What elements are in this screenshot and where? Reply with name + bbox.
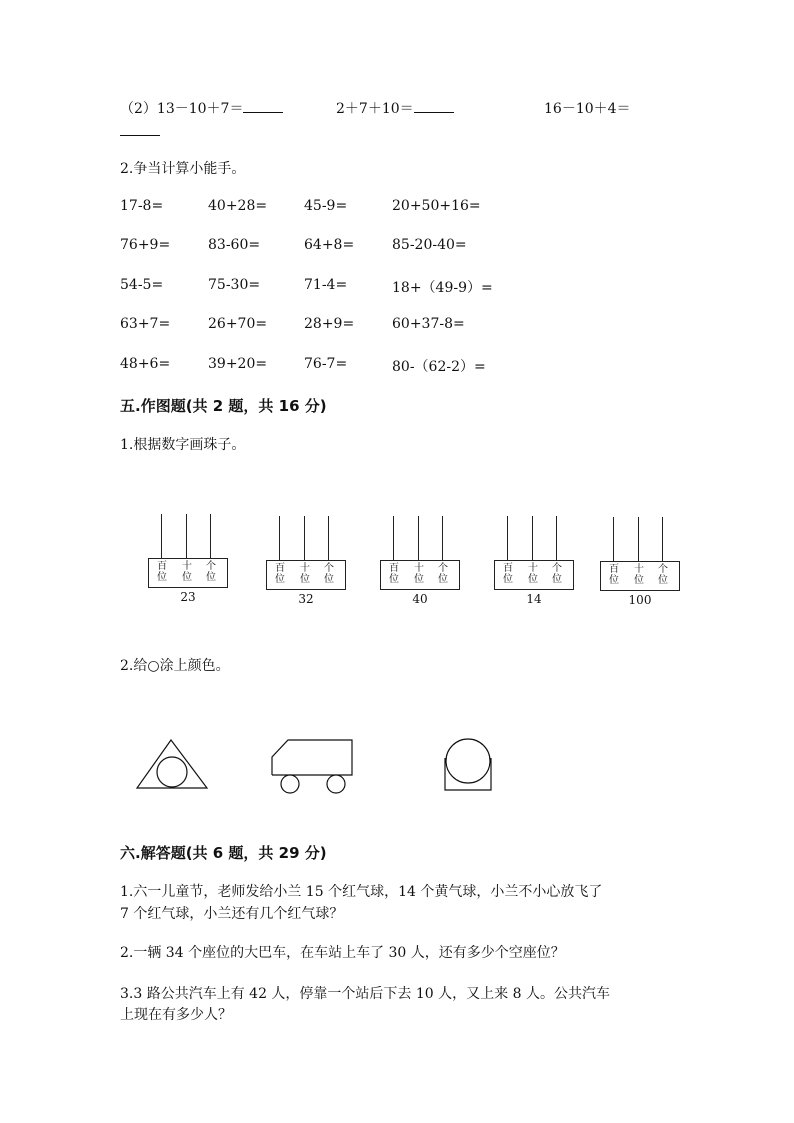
answer-blank[interactable]	[243, 100, 283, 113]
calc-item: 26+70=	[208, 316, 268, 332]
place-label-char: 十	[528, 563, 538, 574]
calc-item: 76+9=	[120, 237, 171, 253]
section6-title: 六.解答题(共 6 题，共 29 分)	[120, 844, 327, 862]
place-label-ones	[551, 563, 563, 585]
place-label-char: 位	[324, 574, 334, 585]
triangle-with-circle-figure[interactable]	[135, 738, 210, 790]
equation-item-2-wrap	[336, 98, 454, 118]
place-label-char: 个	[552, 563, 562, 574]
equation-item-3: 16－10＋4＝	[544, 101, 631, 117]
place-label-ones	[205, 561, 217, 583]
abacus-rod[interactable]	[161, 514, 162, 558]
abacus-rod[interactable]	[418, 516, 419, 560]
place-label-char: 位	[609, 575, 619, 586]
calc-item: 63+7=	[120, 316, 171, 332]
abacus-rod[interactable]	[210, 514, 211, 558]
calc-item: 18+（49-9）=	[392, 280, 493, 296]
abacus-rod[interactable]	[638, 517, 639, 561]
place-label-hundreds	[502, 563, 514, 585]
abacus-rod[interactable]	[507, 516, 508, 560]
calc-item: 80-（62-2）=	[392, 359, 486, 375]
answer-blank[interactable]	[120, 135, 160, 136]
calc-item: 28+9=	[304, 316, 355, 332]
place-label-char: 个	[206, 561, 216, 572]
place-label-tens	[413, 563, 425, 585]
calc-item: 20+50+16=	[392, 198, 481, 214]
calc-item: 17-8=	[120, 198, 164, 214]
place-label-char: 位	[300, 574, 310, 585]
abacus-rod[interactable]	[393, 516, 394, 560]
place-label-char: 百	[503, 563, 513, 574]
place-label-char: 位	[552, 574, 562, 585]
calc-item: 83-60=	[208, 237, 261, 253]
place-label-tens	[633, 564, 645, 586]
abacus-base	[380, 560, 460, 590]
abacus-diagram[interactable]	[148, 514, 230, 606]
place-label-hundreds	[608, 564, 620, 586]
abacus-number: 40	[412, 592, 428, 606]
abacus-base	[266, 560, 346, 590]
calc-item: 71-4=	[304, 277, 348, 293]
place-label-char: 个	[324, 563, 334, 574]
place-label-hundreds	[274, 563, 286, 585]
place-label-char: 位	[389, 574, 399, 585]
place-label-char: 十	[634, 564, 644, 575]
section6-q3-line1: 3.3 路公共汽车上有 42 人，停靠一个站后下去 10 人，又上来 8 人。公共汽车	[120, 986, 610, 1002]
truck-figure[interactable]	[266, 735, 356, 797]
place-label-hundreds	[156, 561, 168, 583]
section5-q1: 1.根据数字画珠子。	[120, 437, 246, 453]
answer-blank[interactable]	[414, 100, 454, 113]
calc-item: 60+37-8=	[392, 316, 465, 332]
section5-title: 五.作图题(共 2 题，共 16 分)	[120, 397, 327, 415]
place-label-char: 位	[414, 574, 424, 585]
abacus-rod[interactable]	[304, 516, 305, 560]
calc-item: 54-5=	[120, 277, 164, 293]
place-label-char: 百	[157, 561, 167, 572]
section6-q1-line1: 1.六一儿童节，老师发给小兰 15 个红气球，14 个黄气球，小兰不小心放飞了	[120, 884, 603, 900]
place-label-tens	[181, 561, 193, 583]
calc-item: 85-20-40=	[392, 237, 467, 253]
calc-item: 48+6=	[120, 356, 171, 372]
place-label-hundreds	[388, 563, 400, 585]
place-label-char: 位	[157, 572, 167, 583]
place-label-char: 位	[182, 572, 192, 583]
place-label-char: 位	[528, 574, 538, 585]
place-label-ones	[657, 564, 669, 586]
abacus-base	[494, 560, 574, 590]
abacus-base	[148, 558, 228, 588]
abacus-number: 23	[180, 590, 196, 604]
place-label-char: 位	[438, 574, 448, 585]
section6-q3-line2: 上现在有多少人？	[120, 1007, 232, 1023]
place-label-ones	[323, 563, 335, 585]
place-label-char: 十	[414, 563, 424, 574]
abacus-diagram[interactable]	[494, 516, 576, 608]
abacus-base	[600, 561, 680, 591]
section6-q2: 2.一辆 34 个座位的大巴车，在车站上车了 30 人，还有多少个空座位？	[120, 945, 565, 961]
calc-item: 45-9=	[304, 198, 348, 214]
abacus-diagram[interactable]	[600, 517, 682, 609]
place-label-char: 百	[275, 563, 285, 574]
equation-item-2: 2＋7＋10＝	[336, 101, 414, 117]
place-label-tens	[299, 563, 311, 585]
place-label-char: 位	[658, 575, 668, 586]
abacus-rod[interactable]	[532, 516, 533, 560]
abacus-rod[interactable]	[662, 517, 663, 561]
place-label-char: 位	[503, 574, 513, 585]
abacus-rod[interactable]	[186, 514, 187, 558]
abacus-rod[interactable]	[328, 516, 329, 560]
place-label-char: 位	[634, 575, 644, 586]
place-label-char: 百	[389, 563, 399, 574]
abacus-rod[interactable]	[442, 516, 443, 560]
abacus-number: 32	[298, 592, 314, 606]
q2-title: 2.争当计算小能手。	[120, 161, 246, 177]
abacus-number: 100	[628, 593, 652, 607]
calc-item: 40+28=	[208, 198, 268, 214]
calc-item: 39+20=	[208, 356, 268, 372]
section5-q2: 2.给○涂上颜色。	[120, 658, 230, 674]
abacus-rod[interactable]	[613, 517, 614, 561]
place-label-char: 位	[206, 572, 216, 583]
place-label-tens	[527, 563, 539, 585]
calc-item: 76-7=	[304, 356, 348, 372]
abacus-number: 14	[526, 592, 542, 606]
place-label-char: 百	[609, 564, 619, 575]
square-with-circle-figure[interactable]	[440, 738, 496, 794]
abacus-diagram[interactable]	[266, 516, 348, 608]
equation-item-1: （2）13－10＋7＝	[120, 101, 244, 117]
place-label-char: 个	[658, 564, 668, 575]
calc-item: 75-30=	[208, 277, 261, 293]
section6-q1-line2: 7 个红气球，小兰还有几个红气球？	[120, 906, 344, 922]
place-label-char: 十	[300, 563, 310, 574]
abacus-rod[interactable]	[556, 516, 557, 560]
abacus-rod[interactable]	[279, 516, 280, 560]
abacus-diagram[interactable]	[380, 516, 462, 608]
equation-row-2	[120, 98, 283, 118]
place-label-char: 个	[438, 563, 448, 574]
place-label-ones	[437, 563, 449, 585]
calc-item: 64+8=	[304, 237, 355, 253]
place-label-char: 十	[182, 561, 192, 572]
place-label-char: 位	[275, 574, 285, 585]
